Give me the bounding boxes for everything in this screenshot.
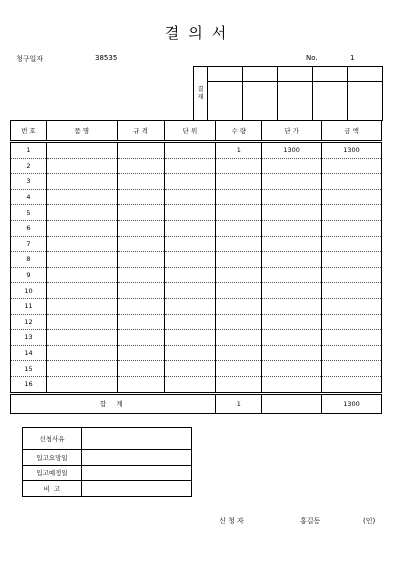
cell-item[interactable] <box>46 252 117 268</box>
cell-spec[interactable] <box>117 361 164 377</box>
cell-no: 9 <box>11 267 47 283</box>
cell-price[interactable] <box>262 361 322 377</box>
cell-qty[interactable] <box>216 330 262 346</box>
cell-unit[interactable] <box>164 376 216 393</box>
cell-unit[interactable] <box>164 220 216 236</box>
cell-amount[interactable] <box>322 236 382 252</box>
total-qty: 1 <box>216 393 262 413</box>
header-unit: 단 위 <box>164 121 216 142</box>
table-row <box>11 205 382 221</box>
table-row <box>11 220 382 236</box>
cell-spec[interactable] <box>117 376 164 393</box>
total-amount: 1300 <box>322 393 382 413</box>
cell-amount[interactable]: 1300 <box>322 142 382 159</box>
cell-spec[interactable] <box>117 283 164 299</box>
cell-unit[interactable] <box>164 330 216 346</box>
cell-qty[interactable] <box>216 283 262 299</box>
request-info-box <box>22 427 192 497</box>
cell-item[interactable] <box>46 376 117 393</box>
cell-no: 10 <box>11 283 47 299</box>
approval-label: 결재 <box>194 67 208 121</box>
cell-qty[interactable] <box>216 267 262 283</box>
expected-date-label: 입고예정일 <box>23 465 82 481</box>
approval-sign-cell[interactable] <box>348 82 383 121</box>
applicant-seal: (인) <box>363 517 376 525</box>
table-row <box>11 345 382 361</box>
cell-amount[interactable] <box>322 189 382 205</box>
cell-spec[interactable] <box>117 298 164 314</box>
cell-no: 14 <box>11 345 47 361</box>
approval-title-cell[interactable] <box>278 67 313 82</box>
cell-spec[interactable] <box>117 158 164 174</box>
remarks-row <box>23 481 192 497</box>
total-label: 합 계 <box>11 393 216 413</box>
cell-amount[interactable] <box>322 298 382 314</box>
cell-amount[interactable] <box>322 283 382 299</box>
cell-price[interactable] <box>262 267 322 283</box>
cell-qty[interactable] <box>216 220 262 236</box>
cell-item[interactable] <box>46 220 117 236</box>
cell-qty[interactable] <box>216 298 262 314</box>
doc-no-value: 1 <box>350 54 355 62</box>
table-row <box>11 314 382 330</box>
cell-unit[interactable] <box>164 267 216 283</box>
cell-price[interactable] <box>262 314 322 330</box>
cell-spec[interactable] <box>117 345 164 361</box>
header-price: 단 가 <box>262 121 322 142</box>
table-row <box>11 236 382 252</box>
cell-no: 3 <box>11 174 47 190</box>
cell-item[interactable] <box>46 174 117 190</box>
cell-qty[interactable] <box>216 158 262 174</box>
cell-item[interactable] <box>46 267 117 283</box>
cell-price[interactable] <box>262 376 322 393</box>
cell-unit[interactable] <box>164 345 216 361</box>
cell-no: 4 <box>11 189 47 205</box>
cell-item[interactable] <box>46 361 117 377</box>
header-qty: 수 량 <box>216 121 262 142</box>
header-no: 번 호 <box>11 121 47 142</box>
cell-unit[interactable] <box>164 298 216 314</box>
cell-amount[interactable] <box>322 376 382 393</box>
cell-spec[interactable] <box>117 174 164 190</box>
cell-amount[interactable] <box>322 345 382 361</box>
cell-no: 8 <box>11 252 47 268</box>
cell-spec[interactable] <box>117 236 164 252</box>
cell-no: 13 <box>11 330 47 346</box>
cell-qty[interactable] <box>216 314 262 330</box>
cell-spec[interactable] <box>117 142 164 159</box>
cell-no: 16 <box>11 376 47 393</box>
applicant-label: 신 청 자 <box>219 517 244 525</box>
cell-price[interactable]: 1300 <box>262 142 322 159</box>
cell-price[interactable] <box>262 220 322 236</box>
table-row <box>11 361 382 377</box>
reason-row <box>23 428 192 450</box>
cell-item[interactable] <box>46 330 117 346</box>
cell-price[interactable] <box>262 189 322 205</box>
cell-item[interactable] <box>46 158 117 174</box>
cell-item[interactable] <box>46 314 117 330</box>
cell-amount[interactable] <box>322 267 382 283</box>
table-row <box>11 267 382 283</box>
reason-value[interactable] <box>82 428 192 450</box>
cell-qty[interactable] <box>216 174 262 190</box>
table-header-row <box>11 121 382 142</box>
cell-no: 11 <box>11 298 47 314</box>
table-row <box>11 298 382 314</box>
cell-item[interactable] <box>46 205 117 221</box>
applicant-name: 홍길동 <box>300 517 321 525</box>
cell-unit[interactable] <box>164 361 216 377</box>
table-row <box>11 376 382 393</box>
cell-qty[interactable] <box>216 361 262 377</box>
cell-amount[interactable] <box>322 361 382 377</box>
cell-price[interactable] <box>262 283 322 299</box>
cell-item[interactable] <box>46 236 117 252</box>
header-item: 품 명 <box>46 121 117 142</box>
cell-unit[interactable] <box>164 174 216 190</box>
approval-title-cell[interactable] <box>313 67 348 82</box>
approval-sign-cell[interactable] <box>313 82 348 121</box>
cell-spec[interactable] <box>117 314 164 330</box>
approval-title-cell[interactable] <box>208 67 243 82</box>
cell-qty[interactable] <box>216 252 262 268</box>
doc-no-label: No. <box>306 54 318 62</box>
cell-unit[interactable] <box>164 283 216 299</box>
cell-item[interactable] <box>46 142 117 159</box>
reason-label: 신청사유 <box>23 428 82 450</box>
cell-price[interactable] <box>262 236 322 252</box>
cell-amount[interactable] <box>322 158 382 174</box>
desired-date-row <box>23 450 192 466</box>
cell-amount[interactable] <box>322 330 382 346</box>
header-spec: 규 격 <box>117 121 164 142</box>
remarks-label: 비 고 <box>23 481 82 497</box>
request-date-value: 38535 <box>95 54 118 62</box>
request-date-label: 청구일자 <box>16 55 44 63</box>
approval-title-cell[interactable] <box>243 67 278 82</box>
cell-spec[interactable] <box>117 330 164 346</box>
desired-date-value[interactable] <box>82 450 192 466</box>
document-title: 결의서 <box>164 24 236 42</box>
table-row <box>11 189 382 205</box>
expected-date-row <box>23 465 192 481</box>
cell-amount[interactable] <box>322 174 382 190</box>
cell-spec[interactable] <box>117 267 164 283</box>
cell-qty[interactable] <box>216 376 262 393</box>
cell-no: 12 <box>11 314 47 330</box>
cell-unit[interactable] <box>164 252 216 268</box>
cell-amount[interactable] <box>322 314 382 330</box>
cell-spec[interactable] <box>117 189 164 205</box>
cell-price[interactable] <box>262 252 322 268</box>
cell-unit[interactable] <box>164 142 216 159</box>
table-row <box>11 252 382 268</box>
cell-item[interactable] <box>46 189 117 205</box>
remarks-value[interactable] <box>82 481 192 497</box>
cell-unit[interactable] <box>164 189 216 205</box>
items-table <box>10 120 382 414</box>
cell-qty[interactable] <box>216 189 262 205</box>
cell-no: 5 <box>11 205 47 221</box>
table-row <box>11 142 382 159</box>
desired-date-label: 입고요망일 <box>23 450 82 466</box>
cell-price[interactable] <box>262 298 322 314</box>
approval-sign-cell[interactable] <box>243 82 278 121</box>
cell-unit[interactable] <box>164 158 216 174</box>
cell-price[interactable] <box>262 345 322 361</box>
cell-unit[interactable] <box>164 314 216 330</box>
cell-qty[interactable] <box>216 205 262 221</box>
cell-item[interactable] <box>46 283 117 299</box>
cell-price[interactable] <box>262 158 322 174</box>
table-row <box>11 158 382 174</box>
table-row <box>11 174 382 190</box>
cell-qty[interactable]: 1 <box>216 142 262 159</box>
cell-spec[interactable] <box>117 252 164 268</box>
approval-title-cell[interactable] <box>348 67 383 82</box>
cell-no: 6 <box>11 220 47 236</box>
table-row <box>11 330 382 346</box>
cell-no: 7 <box>11 236 47 252</box>
cell-unit[interactable] <box>164 205 216 221</box>
cell-price[interactable] <box>262 174 322 190</box>
cell-spec[interactable] <box>117 220 164 236</box>
cell-item[interactable] <box>46 298 117 314</box>
cell-qty[interactable] <box>216 236 262 252</box>
approval-sign-cell[interactable] <box>278 82 313 121</box>
cell-amount[interactable] <box>322 252 382 268</box>
cell-amount[interactable] <box>322 205 382 221</box>
cell-item[interactable] <box>46 345 117 361</box>
total-price-cell <box>262 393 322 413</box>
cell-spec[interactable] <box>117 205 164 221</box>
cell-no: 15 <box>11 361 47 377</box>
approval-box <box>193 66 383 121</box>
cell-price[interactable] <box>262 205 322 221</box>
total-row <box>11 393 382 413</box>
cell-amount[interactable] <box>322 220 382 236</box>
expected-date-value[interactable] <box>82 465 192 481</box>
approval-sign-cell[interactable] <box>208 82 243 121</box>
cell-unit[interactable] <box>164 236 216 252</box>
header-amount: 금 액 <box>322 121 382 142</box>
cell-no: 2 <box>11 158 47 174</box>
table-row <box>11 283 382 299</box>
cell-price[interactable] <box>262 330 322 346</box>
cell-no: 1 <box>11 142 47 159</box>
cell-qty[interactable] <box>216 345 262 361</box>
